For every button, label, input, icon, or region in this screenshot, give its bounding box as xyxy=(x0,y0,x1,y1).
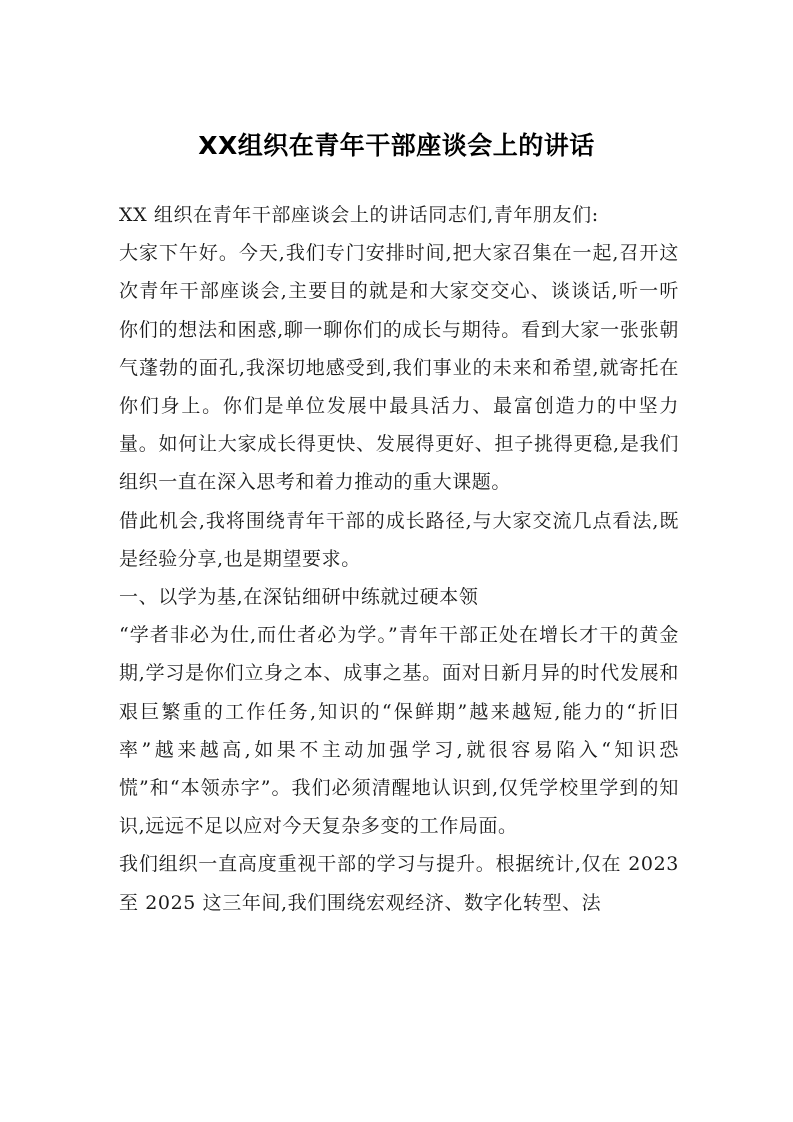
opening-paragraph: 大家下午好。今天,我们专门安排时间,把大家召集在一起,召开这次青年干部座谈会,主要目的就是和大家交交心、谈谈话,听一听你们的想法和困惑,聊一聊你们的成长与期待。看到大家一张张朝气蓬勃的面孔,我深切地感受到,我们事业的未来和希望,就寄托在你们身上。你们是单位发展中最具活力、最富创造力的中坚力量。如何让大家成长得更快、发展得更好、担子挑得更稳,是我们组织一直在深入思考和着力推动的重大课题。 xyxy=(119,242,679,494)
statistics-paragraph: 我们组织一直高度重视干部的学习与提升。根据统计,仅在 2023 至 2025 这三年间,我们围绕宏观经济、数字化转型、法 xyxy=(119,853,679,914)
document-body xyxy=(119,196,679,922)
intro-paragraph: 借此机会,我将围绕青年干部的成长路径,与大家交流几点看法,既是经验分享,也是期望要求。 xyxy=(119,509,679,570)
section-heading-1: 一、以学为基,在深钻细研中练就过硬本领 xyxy=(119,586,479,609)
document-title: XX组织在青年干部座谈会上的讲话 xyxy=(198,131,595,160)
salutation-paragraph: XX 组织在青年干部座谈会上的讲话同志们,青年朋友们: xyxy=(119,204,599,226)
section-1-paragraph: “学者非必为仕,而仕者必为学。”青年干部正处在增长才干的黄金期,学习是你们立身之本、成事之基。面对日新月异的时代发展和艰巨繁重的工作任务,知识的“保鲜期”越来越短,能力的“折旧率”越来越高,如果不主动加强学习,就很容易陷入“知识恐慌”和“本领赤字”。我们必须清醒地认识到,仅凭学校里学到的知识,远远不足以应对今天复杂多变的工作局面。 xyxy=(119,624,679,838)
